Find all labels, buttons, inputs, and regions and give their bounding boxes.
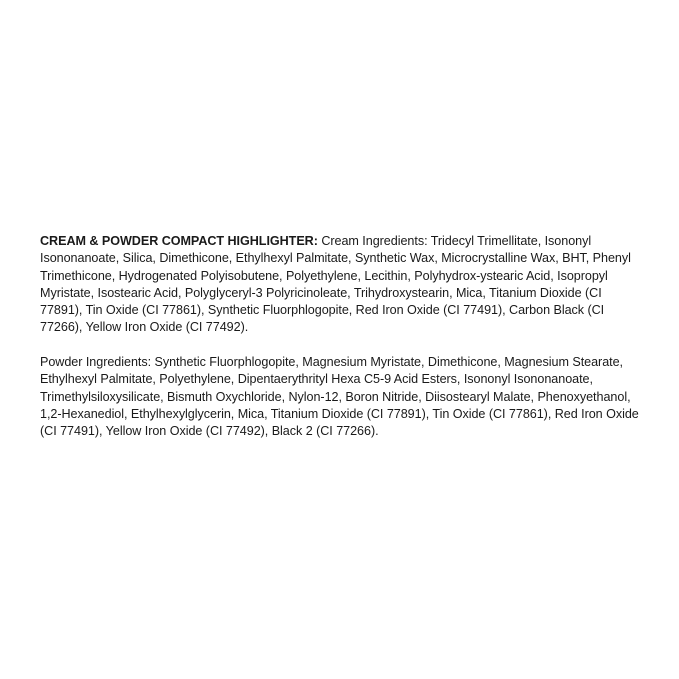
ingredients-panel	[40, 233, 644, 441]
cream-ingredients-paragraph	[40, 233, 644, 337]
powder-ingredients-paragraph: Powder Ingredients: Synthetic Fluorphlogopite, Magnesium Myristate, Dimethicone, Magnesium Stearate, Ethylhexyl Palmitate, Polyethylene, Dipentaerythrityl Hexa C5-9 Acid Esters, Isononyl Isononanoate, Trimethylsiloxysilicate, Bismuth Oxychloride, Nylon-12, Boron Nitride, Diisostearyl Malate, Phenoxyethanol, 1,2-Hexanediol, Ethylhexylglycerin, Mica, Titanium Dioxide (CI 77891), Tin Oxide (CI 77861), Red Iron Oxide (CI 77491), Yellow Iron Oxide (CI 77492), Black 2 (CI 77266).	[40, 355, 639, 439]
product-heading: CREAM & POWDER COMPACT HIGHLIGHTER:	[40, 234, 318, 248]
cream-ingredients-text: Cream Ingredients: Tridecyl Trimellitate, Isononyl Isononanoate, Silica, Dimethicone, Ethylhexyl Palmitate, Synthetic Wax, Microcrystalline Wax, BHT, Phenyl Trimethicone, Hydrogenated Polyisobutene, Polyethylene, Lecithin, Polyhydrox-ystearic Acid, Isopropyl Myristate, Isostearic Acid, Polyglyceryl-3 Polyricinoleate, Trihydroxystearin, Mica, Titanium Dioxide (CI 77891), Tin Oxide (CI 77861), Synthetic Fluorphlogopite, Red Iron Oxide (CI 77491), Carbon Black (CI 77266), Yellow Iron Oxide (CI 77492).	[40, 234, 631, 335]
